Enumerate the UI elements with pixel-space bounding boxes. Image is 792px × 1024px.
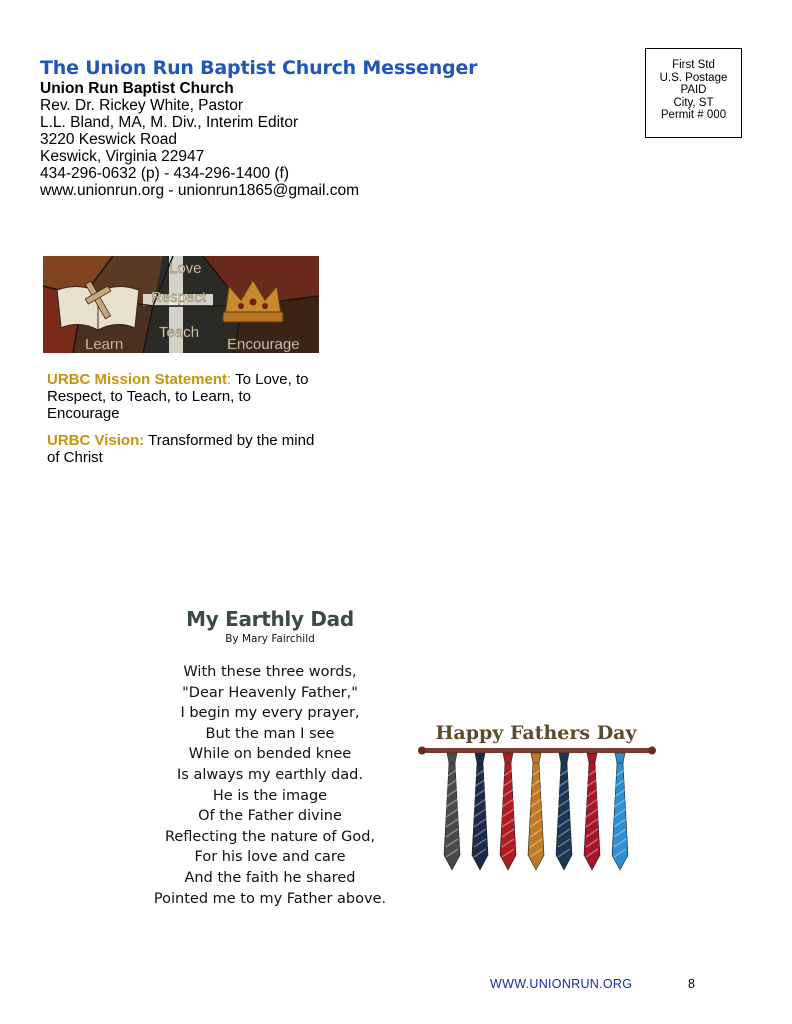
postage-line: PAID bbox=[680, 84, 707, 96]
church-name: Union Run Baptist Church bbox=[40, 80, 234, 97]
postage-indicia bbox=[645, 48, 742, 138]
poem-line: He is the image bbox=[212, 787, 328, 804]
city-state-zip: Keswick, Virginia 22947 bbox=[40, 148, 205, 165]
mission-label: URBC Mission Statement bbox=[47, 371, 228, 388]
poem-line: Of the Father divine bbox=[198, 808, 342, 825]
postage-line: U.S. Postage bbox=[659, 71, 728, 84]
poem-line: While on bended knee bbox=[188, 746, 352, 763]
poem-line: Is always my earthly dad. bbox=[177, 766, 363, 783]
poem-line: Reflecting the nature of God, bbox=[164, 828, 376, 845]
poem-line: Pointed me to my Father above. bbox=[153, 890, 387, 907]
poem-line: For his love and care bbox=[194, 849, 346, 866]
tie-icon bbox=[472, 753, 488, 870]
tie-icon bbox=[584, 753, 600, 870]
web-email: www.unionrun.org - unionrun1865@gmail.com bbox=[40, 182, 360, 199]
poem-line: But the man I see bbox=[205, 725, 335, 742]
banner-word-teach: Teach bbox=[159, 324, 200, 341]
poem bbox=[150, 606, 390, 909]
banner-word-learn: Learn bbox=[85, 336, 124, 353]
tie-icon bbox=[500, 753, 516, 870]
phone-fax: 434-296-0632 (p) - 434-296-1400 (f) bbox=[40, 165, 290, 182]
mission-statement bbox=[47, 371, 317, 422]
page-number: 8 bbox=[688, 977, 695, 991]
street-address: 3220 Keswick Road bbox=[40, 131, 177, 148]
fathers-day-ties-graphic bbox=[416, 715, 656, 880]
poem-line: And the faith he shared bbox=[184, 869, 356, 886]
newsletter-title: The Union Run Baptist Church Messenger bbox=[40, 57, 478, 79]
stained-glass-banner bbox=[43, 256, 319, 353]
postage-line: City, ST bbox=[673, 96, 714, 109]
vision-text: Transformed by the mind of Christ bbox=[47, 432, 315, 466]
tie-icon bbox=[612, 753, 628, 870]
poem-title: My Earthly Dad bbox=[186, 607, 354, 631]
postage-line: First Std bbox=[672, 59, 715, 71]
fathers-day-caption: Happy Fathers Day bbox=[435, 722, 637, 744]
poem-line: "Dear Heavenly Father," bbox=[182, 684, 358, 701]
mission-vision bbox=[47, 371, 317, 476]
vision-label: URBC Vision: bbox=[47, 432, 145, 449]
tie-icon bbox=[556, 753, 572, 870]
poem-line: I begin my every prayer, bbox=[180, 705, 360, 722]
poem-author: By Mary Fairchild bbox=[225, 633, 315, 645]
editor-line: L.L. Bland, MA, M. Div., Interim Editor bbox=[40, 114, 299, 131]
banner-word-love: Love bbox=[169, 260, 202, 277]
postage-line: Permit # 000 bbox=[660, 109, 727, 121]
masthead bbox=[40, 56, 600, 199]
banner-word-encourage: Encourage bbox=[227, 336, 300, 353]
mission-text: To Love, to Respect, to Teach, to Learn, to Encourage bbox=[47, 371, 309, 422]
vision-statement bbox=[47, 432, 317, 466]
tie-icon bbox=[444, 753, 460, 870]
footer-website[interactable]: WWW.UNIONRUN.ORG bbox=[490, 977, 633, 991]
mission-separator: : bbox=[227, 371, 232, 388]
banner-word-respect: Respect bbox=[151, 289, 207, 306]
tie-icon bbox=[528, 753, 544, 870]
pastor-line: Rev. Dr. Rickey White, Pastor bbox=[40, 97, 243, 114]
poem-line: With these three words, bbox=[183, 664, 357, 680]
